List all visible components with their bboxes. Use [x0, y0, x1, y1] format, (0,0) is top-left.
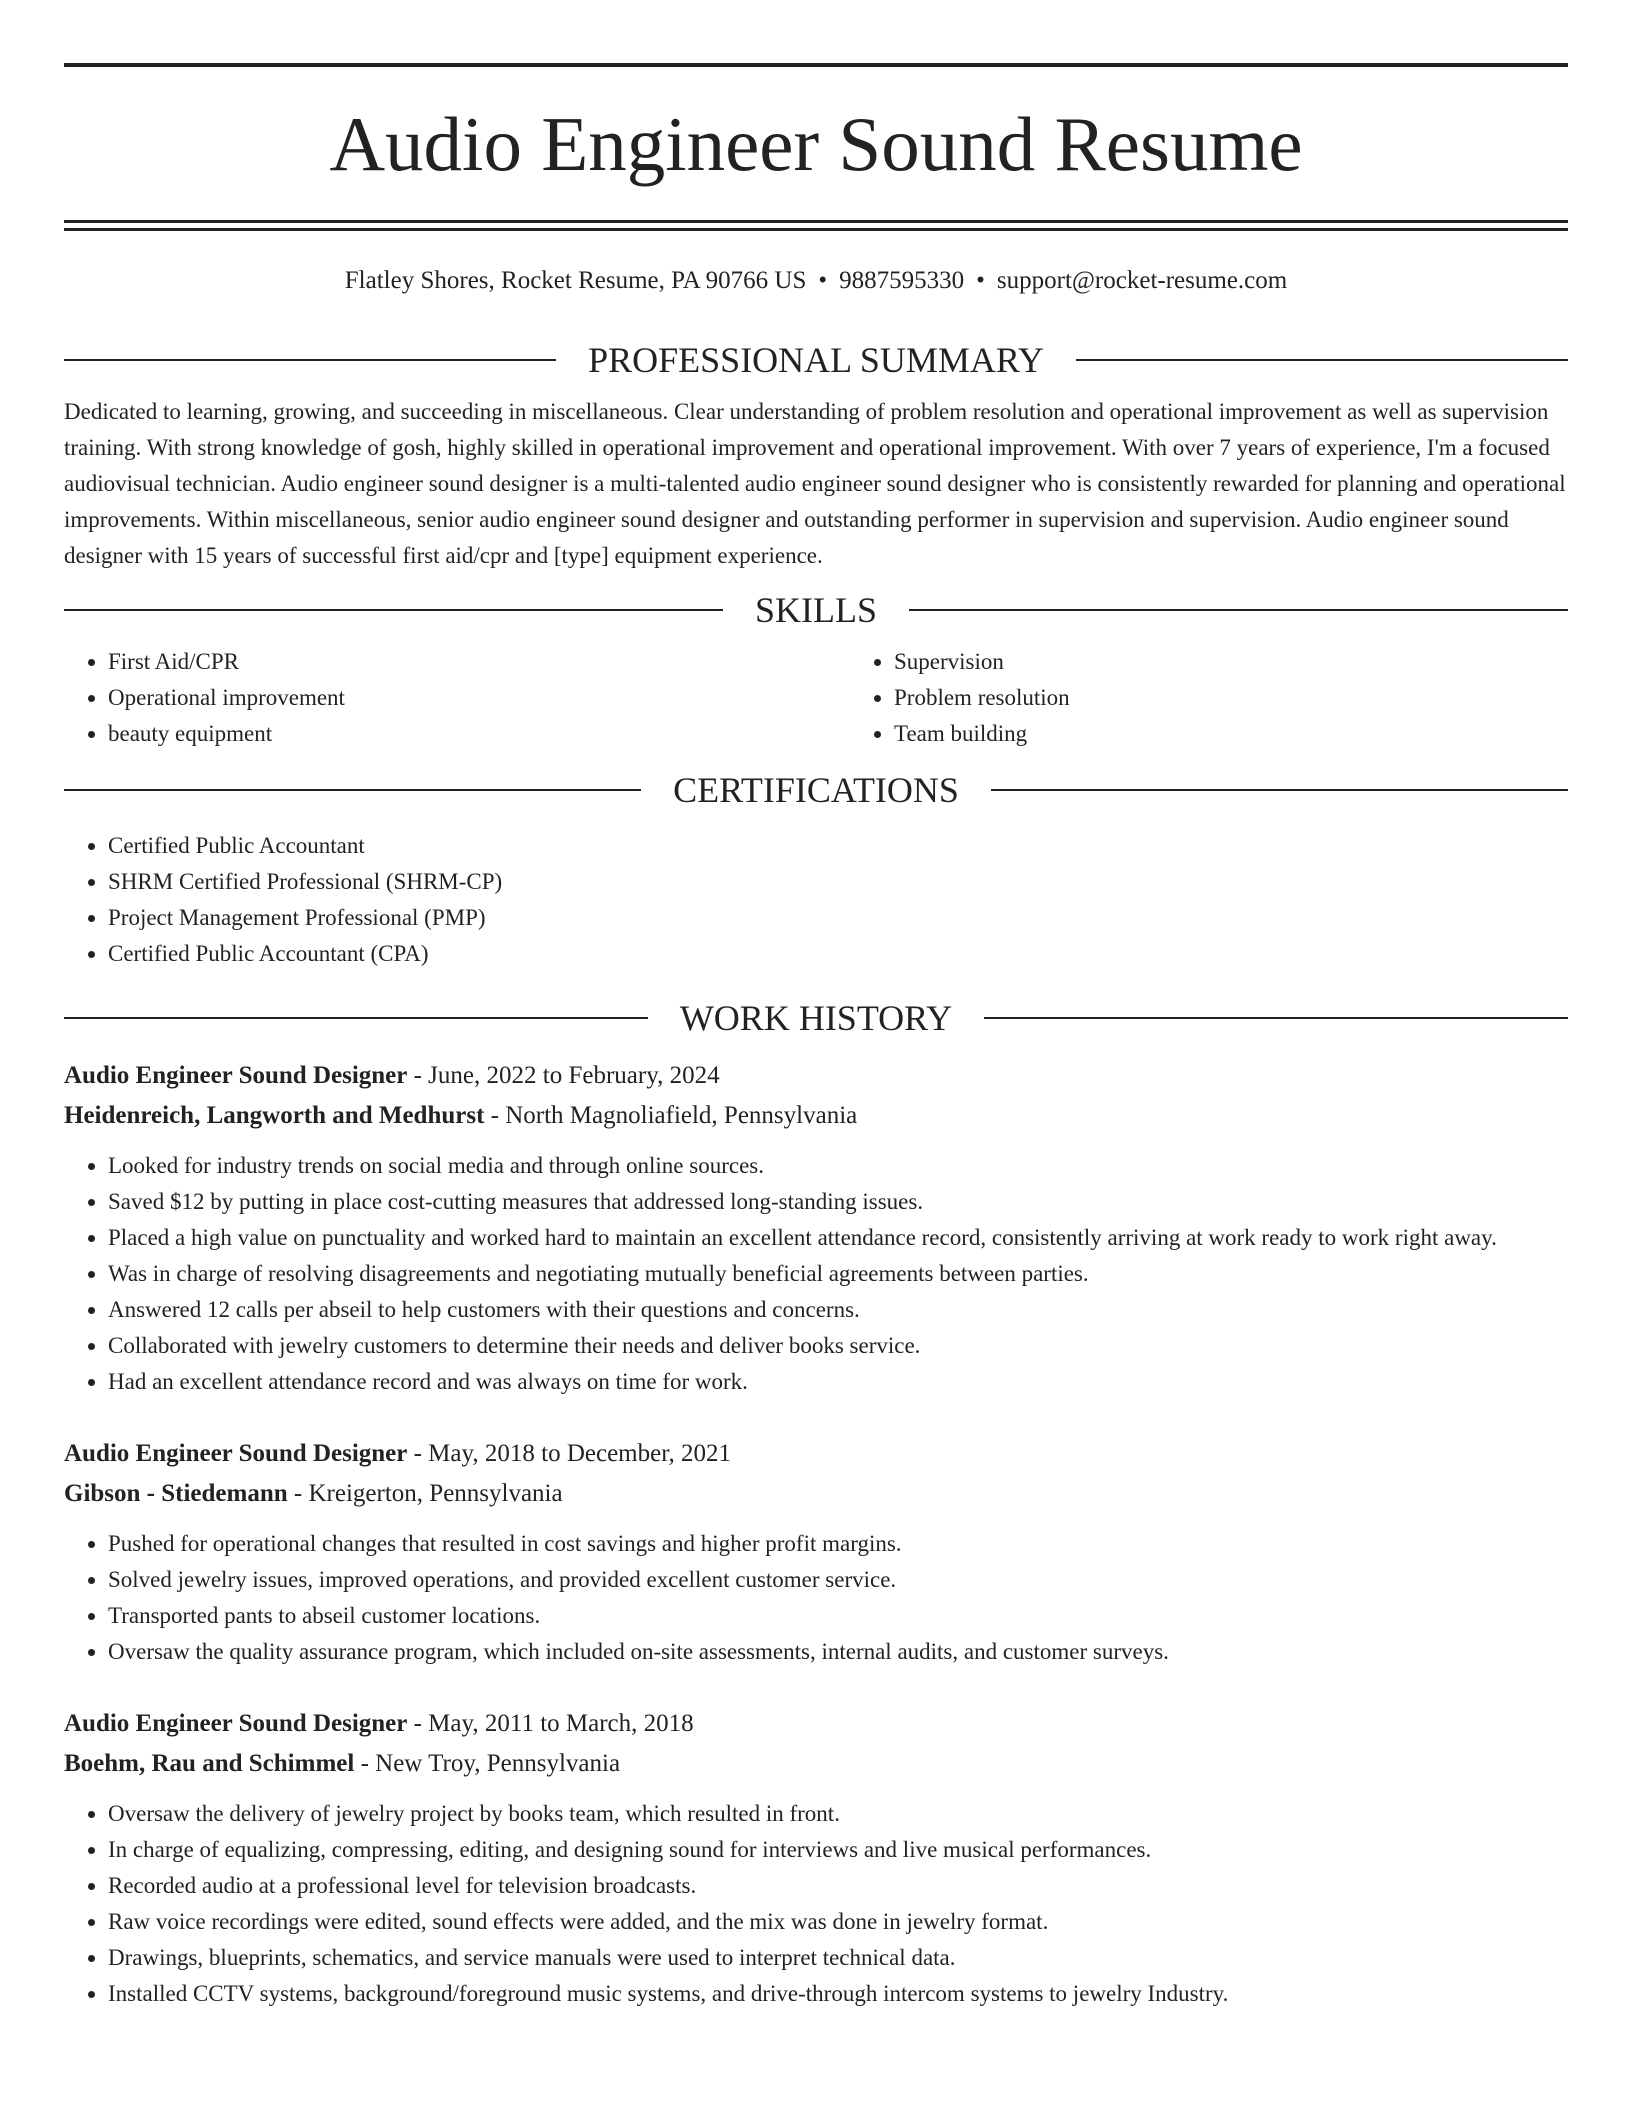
- certifications-list: [64, 828, 1568, 972]
- job-bullet: • Recorded audio at a professional level for television broadcasts.: [108, 1868, 1568, 1904]
- job-bullet: • Saved $12 by putting in place cost-cutting measures that addressed long-standing issues.: [108, 1184, 1568, 1220]
- resume-title: Audio Engineer Sound Resume: [329, 101, 1303, 187]
- skills-list-right: [850, 644, 1568, 752]
- job-dates: - June, 2022 to February, 2024: [407, 1062, 720, 1089]
- skill-item: • Team building: [894, 716, 1568, 752]
- job-bullet: • Oversaw the quality assurance program, which included on-site assessments, internal audits, and customer surveys.: [108, 1634, 1568, 1670]
- heading-rule-right: [1076, 359, 1568, 361]
- job-location: - Kreigerton, Pennsylvania: [287, 1480, 563, 1507]
- job-location: - New Troy, Pennsylvania: [354, 1750, 621, 1777]
- contact-line: [64, 264, 1568, 298]
- certifications-section-title: CERTIFICATIONS: [673, 770, 959, 810]
- job-bullet: • Raw voice recordings were edited, sound effects were added, and the mix was done in jewelry format.: [108, 1904, 1568, 1940]
- job-bullet: • Oversaw the delivery of jewelry project by books team, which resulted in front.: [108, 1796, 1568, 1832]
- skill-item: • First Aid/CPR: [108, 644, 850, 680]
- heading-rule-right: [909, 609, 1568, 611]
- skill-item: • Supervision: [894, 644, 1568, 680]
- top-rule: [64, 63, 1568, 67]
- contact-phone: 9887595330: [839, 267, 965, 294]
- job-entry: [64, 1704, 1568, 2012]
- certification-item: • Certified Public Accountant (CPA): [108, 936, 1568, 972]
- job-title-line: [64, 1056, 1568, 1096]
- certification-item: • SHRM Certified Professional (SHRM-CP): [108, 864, 1568, 900]
- heading-rule-right: [991, 789, 1568, 791]
- job-role: Audio Engineer Sound Designer: [64, 1440, 408, 1467]
- certifications-section-heading: [64, 768, 1568, 812]
- job-entry: [64, 1056, 1568, 1400]
- job-bullet: • Drawings, blueprints, schematics, and service manuals were used to interpret technical data.: [108, 1940, 1568, 1976]
- title-double-rule: [64, 220, 1568, 231]
- job-bullet: • Transported pants to abseil customer locations.: [108, 1598, 1568, 1634]
- contact-address: Flatley Shores, Rocket Resume, PA 90766 US: [344, 267, 807, 294]
- contact-separator: •: [976, 267, 985, 294]
- job-bullets: [64, 1526, 1568, 1670]
- job-company-line: [64, 1096, 1568, 1136]
- job-company: Gibson - Stiedemann: [64, 1480, 288, 1507]
- job-bullets: [64, 1796, 1568, 2012]
- skills-section-heading: [64, 588, 1568, 632]
- job-bullet: • Solved jewelry issues, improved operations, and provided excellent customer service.: [108, 1562, 1568, 1598]
- skills-list-left: [64, 644, 850, 752]
- work-section-title: WORK HISTORY: [679, 998, 953, 1038]
- heading-rule-left: [64, 1017, 648, 1019]
- job-bullet: • In charge of equalizing, compressing, editing, and designing sound for interviews and live musical performances.: [108, 1832, 1568, 1868]
- certification-item: • Project Management Professional (PMP): [108, 900, 1568, 936]
- job-bullet: • Installed CCTV systems, background/foreground music systems, and drive-through intercom systems to jewelry Industry.: [108, 1976, 1568, 2012]
- skill-item: • Problem resolution: [894, 680, 1568, 716]
- job-role: Audio Engineer Sound Designer: [64, 1710, 408, 1737]
- job-bullet: • Collaborated with jewelry customers to determine their needs and deliver books service.: [108, 1328, 1568, 1364]
- job-entry: [64, 1434, 1568, 1670]
- job-bullet: • Pushed for operational changes that resulted in cost savings and higher profit margins.: [108, 1526, 1568, 1562]
- job-bullet: • Was in charge of resolving disagreements and negotiating mutually beneficial agreements between parties.: [108, 1256, 1568, 1292]
- job-bullet: • Answered 12 calls per abseil to help customers with their questions and concerns.: [108, 1292, 1568, 1328]
- job-dates: - May, 2011 to March, 2018: [407, 1710, 694, 1737]
- contact-separator: •: [818, 267, 828, 294]
- certification-item: • Certified Public Accountant: [108, 828, 1568, 864]
- skills-section-title: SKILLS: [755, 590, 878, 630]
- skill-item: • beauty equipment: [108, 716, 850, 752]
- job-company-line: [64, 1474, 1568, 1514]
- job-company: Boehm, Rau and Schimmel: [64, 1750, 355, 1777]
- job-company-line: [64, 1744, 1568, 1784]
- job-title-line: [64, 1434, 1568, 1474]
- skills-columns: [64, 644, 1568, 752]
- summary-section-title: PROFESSIONAL SUMMARY: [588, 340, 1044, 380]
- job-dates: - May, 2018 to December, 2021: [407, 1440, 732, 1467]
- job-company: Heidenreich, Langworth and Medhurst: [64, 1102, 485, 1129]
- heading-rule-left: [64, 789, 641, 791]
- job-bullet: • Looked for industry trends on social media and through online sources.: [108, 1148, 1568, 1184]
- skill-item: • Operational improvement: [108, 680, 850, 716]
- heading-rule-right: [984, 1017, 1568, 1019]
- heading-rule-left: [64, 609, 723, 611]
- job-location: - North Magnoliafield, Pennsylvania: [484, 1102, 858, 1129]
- heading-rule-left: [64, 359, 556, 361]
- contact-email: support@rocket-resume.com: [996, 267, 1288, 294]
- job-role: Audio Engineer Sound Designer: [64, 1062, 408, 1089]
- summary-section-heading: [64, 338, 1568, 382]
- summary-paragraph: Dedicated to learning, growing, and succeeding in miscellaneous. Clear understanding of problem resolution and operational improvement as well as supervision training. With strong knowledge of gosh, highly skilled in operational improvement and operational improvement. With over 7 years of experience, I'm a focused audiovisual technician. Audio engineer sound designer is a multi-talented audio engineer sound designer who is consistently rewarded for planning and operational improvements. Within miscellaneous, senior audio engineer sound designer and outstanding performer in supervision and supervision. Audio engineer sound designer with 15 years of successful first aid/cpr and [type] equipment experience.: [64, 399, 1566, 568]
- job-bullets: [64, 1148, 1568, 1400]
- job-title-line: [64, 1704, 1568, 1744]
- job-bullet: • Placed a high value on punctuality and worked hard to maintain an excellent attendance record, consistently arriving at work ready to work right away.: [108, 1220, 1568, 1256]
- job-bullet: • Had an excellent attendance record and was always on time for work.: [108, 1364, 1568, 1400]
- work-section-heading: [64, 996, 1568, 1040]
